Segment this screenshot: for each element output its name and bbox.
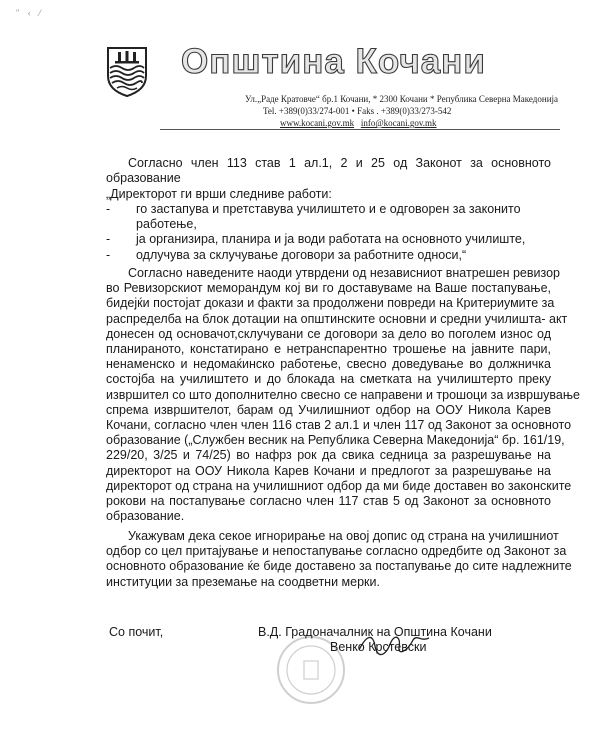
address-line: Ул.„Раде Кратовче“ бр.1 Кочани, * 2300 Кочани * Република Северна Македонија [245, 94, 559, 104]
paragraph-line: распределба на блок дотации на општинските основни и средни училишта- акт [106, 311, 568, 326]
list-item-line: го застапува и претставува училиштето и е одговорен за законито [136, 202, 521, 216]
quote-intro [106, 187, 551, 202]
paragraph-line: ненаменско и недомаќинско работење, свесно доведување во должничка [106, 357, 551, 372]
warning-paragraph [106, 529, 572, 590]
paragraph-line: Кочани, согласно член член 116 став 2 ал.1 и член 117 од Законот за основното [106, 418, 572, 433]
bullet-dash: - [106, 202, 111, 216]
signatory-role: В.Д. Градоначалник на Општина Кочани [258, 625, 492, 639]
paragraph-line: спрема извршителот, барам од Училишниот одбор на ООУ Никола Карев [106, 402, 551, 417]
list-item [106, 202, 551, 232]
list-item-line: ја организира, планира и ја води работата на основното училиште, [136, 232, 526, 247]
legal-basis-paragraph [106, 156, 551, 186]
municipality-coat-of-arms [106, 46, 148, 98]
closing-salutation: Со почит, [109, 625, 164, 639]
paragraph-line: образование („Службен весник на Република Северна Македонија“ бр. 161/19, [106, 433, 565, 448]
paragraph-line: бидејќи постојат докази и факти за продолжени повреди на Критериумите за [106, 296, 555, 311]
paragraph-line: Согласно член 113 став 1 ал.1, 2 и 25 од Законот за основното [128, 156, 551, 170]
list-item-line: работење, [136, 217, 197, 232]
contact-line [280, 118, 437, 129]
bullet-dash: - [106, 232, 111, 247]
signatory-name: Венко Крстевски [330, 640, 427, 654]
bullet-dash: - [106, 247, 111, 262]
paragraph-line: планираното, констатирано е нетранспарентно трошење на јавните пари, [106, 342, 551, 357]
duties-list [106, 202, 551, 263]
paragraph-line: Согласно наведените наоди утврдени од независниот внатрешен ревизор [128, 266, 560, 280]
municipality-title: Општина Кочани [181, 42, 486, 81]
findings-paragraph [106, 266, 580, 524]
paragraph-line: директорот на ООУ Никола Карев Кочани и предлогот за разрешување на [106, 463, 551, 478]
paragraph-line: образование [106, 171, 181, 186]
list-item [106, 248, 551, 263]
scan-marks: " ‹ ⁄ [16, 8, 44, 18]
list-item-line: одлучува за склучување договори за работните односи,“ [136, 247, 467, 262]
paragraph-line: состојба на училиштето и до блокада на сметката на училиштерто преку [106, 372, 551, 387]
phone-fax-line: Tel. +389(0)33/274-001 • Faks . +389(0)33/273-542 [263, 106, 452, 116]
paragraph-line: институции за преземање на соодветни мерки. [106, 574, 380, 589]
paragraph-line: донесен од основачот,склучувани се договори за дело во поголем износ од [106, 326, 551, 341]
header-divider [160, 129, 560, 130]
email-link[interactable]: info@kocani.gov.mk [360, 118, 437, 128]
paragraph-line: 229/20, 3/25 и 74/25) во нафрз рок да свика седница за разрешување на [106, 448, 551, 463]
paragraph-line: извршител со што дополнително свесно се направени и трошоци за извршување [106, 387, 580, 402]
paragraph-line: одбор со цел притајување и непостапување согласно одредбите од Законот за [106, 544, 567, 559]
paragraph-line: образование. [106, 509, 185, 524]
paragraph-line: рокови на постапување согласно член 117 став 5 од Законот за основното [106, 494, 551, 509]
paragraph-line: Укажувам дека секое игнорирање на овој допис од страна на училишниот [128, 529, 559, 543]
paragraph-line: директорот од страна на училишниот одбор да ми биде доставен во законските [106, 478, 572, 493]
website-link[interactable]: www.kocani.gov.mk [280, 118, 355, 128]
paragraph-line: основното образование ќе биде доставено за постапување до сите надлежните [106, 559, 572, 574]
handwritten-signature [355, 628, 435, 660]
paragraph-line: „Директорот ги врши следниве работи: [106, 187, 332, 201]
paragraph-line: во Ревизорскиот меморандум кој ви го доставуваме на Ваше постапување, [106, 281, 551, 296]
list-item [106, 232, 551, 247]
